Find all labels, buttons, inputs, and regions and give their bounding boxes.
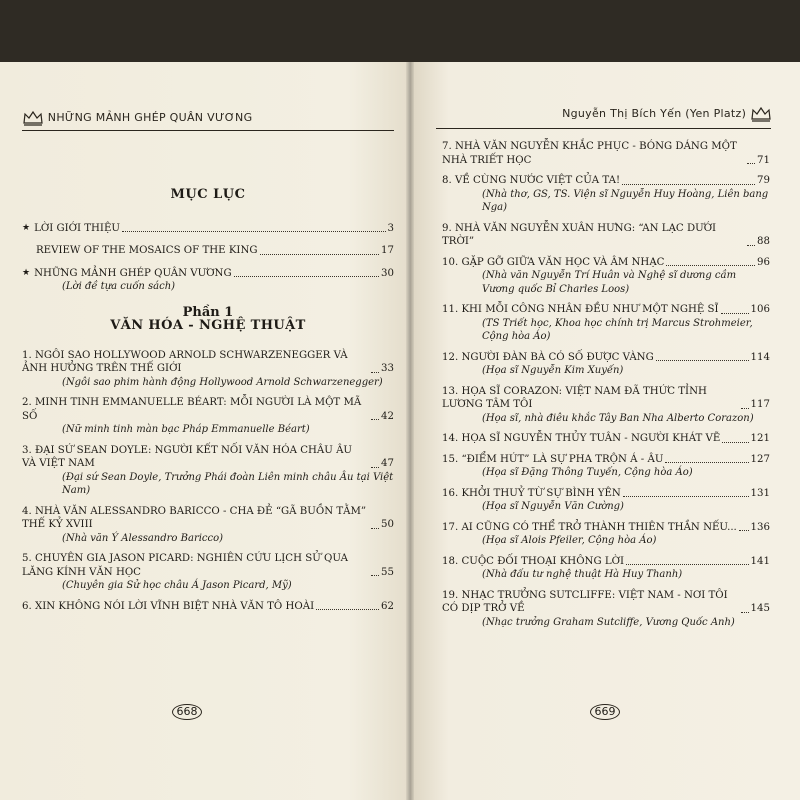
toc-entry-page: 131: [750, 487, 770, 499]
dot-leader: [371, 528, 379, 529]
crown-icon: [22, 110, 44, 126]
toc-entry: [22, 222, 394, 236]
right-running-head-text: Nguyễn Thị Bích Yến (Yen Platz): [562, 107, 747, 120]
toc-entry: [22, 505, 394, 546]
dot-leader: [665, 462, 748, 463]
toc-entry-line: [22, 244, 394, 258]
toc-entry-line: [442, 303, 770, 317]
right-page-number-value: 669: [590, 704, 620, 720]
toc-entry-line: [442, 385, 770, 412]
toc-entry: [442, 521, 770, 548]
star-icon: ★: [22, 267, 31, 278]
toc-entry-note: (Nhà văn Nguyễn Trí Huân và Nghệ sĩ dương cầm Vương quốc Bỉ Charles Loos): [482, 270, 737, 295]
toc-title: MỤC LỤC: [170, 187, 246, 202]
left-running-head: [22, 110, 252, 126]
dot-leader: [747, 245, 755, 246]
toc-entry-title: 15. “ĐIỂM HÚT” LÀ SỰ PHA TRỘN Á - ÂU: [442, 453, 664, 465]
part-title: VĂN HÓA - NGHỆ THUẬT: [110, 318, 306, 333]
toc-entry-title: 1. NGÔI SAO HOLLYWOOD ARNOLD SCHWARZENEGGER VÀ ẢNH HƯỞNG TRÊN THẾ GIỚI: [22, 349, 348, 374]
toc-entry-page: 106: [750, 304, 770, 315]
toc-entry: [442, 385, 770, 426]
dot-leader: [622, 184, 755, 185]
toc-entry-page: 42: [381, 410, 394, 422]
star-icon: ★: [22, 222, 31, 233]
toc-entry-line: [442, 222, 770, 249]
toc-entry-title: 6. XIN KHÔNG NÓI LỜI VĨNH BIỆT NHÀ VĂN TÔ HOÀI: [22, 600, 315, 612]
toc-entry-page: 50: [381, 519, 394, 530]
dot-leader: [722, 442, 748, 443]
front-matter-list: [22, 222, 394, 294]
toc-entry-line: [22, 505, 394, 532]
toc-entry-title: 7. NHÀ VĂN NGUYỄN KHẮC PHỤC - BÓNG DÁNG MỘT NHÀ TRIẾT HỌC: [442, 141, 737, 166]
left-toc: [22, 188, 394, 620]
toc-entry-line: [442, 432, 770, 446]
toc-entry-page: 136: [750, 521, 770, 533]
toc-entry-title: 4. NHÀ VĂN ALESSANDRO BARICCO - CHA ĐẺ “GÃ BUỒN TẰM” THẾ KỶ XVIII: [22, 505, 367, 530]
left-header-rule: [22, 130, 394, 131]
dot-leader: [741, 408, 749, 409]
toc-entry-note: (Chuyên gia Sử học châu Á Jason Picard, Mỹ): [62, 580, 292, 591]
toc-entry-line: [442, 453, 770, 467]
dot-leader: [371, 419, 379, 420]
left-page-number-value: 668: [172, 704, 202, 720]
toc-entry-note: (Nữ minh tinh màn bạc Pháp Emmanuelle Béart): [62, 424, 310, 435]
toc-entry-title: LỜI GIỚI THIỆU: [34, 222, 120, 234]
right-running-head: [562, 106, 772, 122]
toc-entry-page: 145: [750, 603, 770, 614]
toc-entry: [22, 396, 394, 437]
toc-entry-line: [22, 396, 394, 423]
toc-entry-line: [22, 222, 394, 236]
toc-entry-line: [442, 351, 770, 365]
dot-leader: [656, 360, 749, 361]
toc-entry: [442, 256, 770, 297]
toc-entry-title: 12. NGƯỜI ĐÀN BÀ CÓ SỐ ĐƯỢC VÀNG: [442, 351, 654, 363]
book-gutter: [406, 62, 414, 800]
dot-leader: [721, 313, 749, 314]
toc-entry-page: 71: [757, 154, 770, 166]
toc-entry-line: [442, 589, 770, 616]
toc-entry-list: [22, 349, 394, 614]
toc-entry: [442, 140, 770, 167]
toc-entry-page: 121: [750, 433, 770, 444]
toc-entry-note: (Nhạc trưởng Graham Sutcliffe, Vương Quốc Anh): [482, 616, 735, 628]
crown-icon: [750, 106, 772, 122]
toc-entry-page: 47: [381, 458, 394, 469]
toc-entry-line: [442, 256, 770, 270]
toc-entry-page: 55: [381, 566, 394, 578]
left-page-number: [172, 704, 202, 720]
toc-entry-title: 17. AI CŨNG CÓ THỂ TRỞ THÀNH THIÊN THẦN NẾU...: [442, 521, 737, 533]
toc-entry-page: 79: [757, 175, 770, 186]
right-header-rule: [436, 128, 771, 129]
toc-entry: [442, 589, 770, 630]
toc-entry-note: (Lời đề tựa cuốn sách): [62, 281, 176, 292]
toc-entry-page: 114: [750, 351, 770, 363]
dot-leader: [371, 467, 379, 468]
toc-entry-line: [442, 174, 770, 188]
toc-entry-title: REVIEW OF THE MOSAICS OF THE KING: [36, 245, 258, 256]
toc-entry-title: 16. KHỞI THUỶ TỪ SỰ BÌNH YÊN: [442, 487, 621, 499]
toc-entry-list: [442, 140, 770, 629]
dot-leader: [122, 231, 386, 232]
toc-entry-note: (Nhà văn Ý Alessandro Baricco): [62, 532, 224, 544]
toc-entry: [442, 555, 770, 582]
toc-entry: [22, 267, 394, 294]
dot-leader: [741, 612, 749, 613]
toc-entry-page: 30: [381, 267, 394, 279]
toc-entry: [22, 600, 394, 614]
toc-entry: [22, 349, 394, 390]
toc-entry-note: (Ngôi sao phim hành động Hollywood Arnold Schwarzenegger): [62, 376, 383, 388]
toc-entry-page: 88: [757, 236, 770, 247]
dot-leader: [316, 609, 379, 610]
toc-entry-note: (Họa sĩ Nguyễn Văn Cường): [482, 501, 624, 512]
toc-entry-line: [442, 140, 770, 167]
left-running-head-text: NHỮNG MẢNH GHÉP QUÂN VƯƠNG: [47, 111, 253, 124]
toc-entry-page: 141: [750, 555, 770, 567]
toc-entry-page: 127: [750, 453, 770, 465]
toc-entry-page: 3: [387, 222, 394, 234]
toc-entry: [442, 222, 770, 249]
toc-entry-title: 13. HỌA SĨ CORAZON: VIỆT NAM ĐÃ THỨC TỈNH LƯƠNG TÂM TÔI: [442, 385, 707, 410]
toc-entry-line: [22, 552, 394, 579]
dot-leader: [626, 564, 749, 565]
toc-entry-line: [22, 600, 394, 614]
toc-entry-page: 96: [757, 256, 770, 268]
toc-entry: [442, 453, 770, 480]
dot-leader: [371, 575, 379, 576]
toc-entry-line: [442, 555, 770, 569]
toc-entry: [442, 432, 770, 446]
toc-entry-title: 8. VỀ CÙNG NƯỚC VIỆT CỦA TA!: [442, 175, 621, 186]
part-label: Phần 1: [182, 304, 234, 320]
dot-leader: [371, 372, 379, 373]
toc-entry-note: (Nhà đấu tư nghệ thuật Hà Huy Thanh): [482, 569, 683, 580]
dot-leader: [623, 496, 749, 497]
toc-entry-note: (Họa sĩ Alois Pfeiler, Cộng hòa Áo): [482, 535, 657, 546]
toc-entry-title: 18. CUỘC ĐỐI THOẠI KHÔNG LỜI: [442, 555, 624, 567]
toc-entry-title: 5. CHUYÊN GIA JASON PICARD: NGHIÊN CỨU LỊCH SỬ QUA LĂNG KÍNH VĂN HỌC: [22, 553, 349, 578]
toc-entry-note: (Nhà thơ, GS, TS. Viện sĩ Nguyễn Huy Hoàng, Liên bang Nga): [482, 188, 769, 213]
toc-entry-line: [22, 267, 394, 281]
toc-entry: [442, 174, 770, 215]
toc-entry-line: [442, 487, 770, 501]
right-page-number: [590, 704, 620, 720]
toc-entry-title: 14. HỌA SĨ NGUYỄN THỦY TUÂN - NGƯỜI KHÁT VẼ: [442, 433, 721, 444]
toc-entry-line: [442, 521, 770, 535]
dot-leader: [666, 265, 755, 266]
dot-leader: [260, 254, 380, 255]
toc-entry-note: (Họa sĩ, nhà điêu khắc Tây Ban Nha Alberto Corazon): [482, 412, 754, 424]
toc-entry-note: (Họa sĩ Đặng Thông Tuyến, Cộng hòa Áo): [482, 467, 693, 478]
toc-entry-title: 3. ĐẠI SỨ SEAN DOYLE: NGƯỜI KẾT NỐI VĂN HÓA CHÂU ÂU VÀ VIỆT NAM: [22, 444, 353, 469]
toc-entry-note: (Đại sứ Sean Doyle, Trưởng Phái đoàn Liên minh châu Âu tại Việt Nam): [62, 471, 394, 496]
toc-entry-page: 117: [750, 399, 770, 410]
dot-leader: [739, 530, 749, 531]
toc-entry-page: 62: [381, 600, 394, 612]
toc-entry-title: 19. NHẠC TRƯỞNG SUTCLIFFE: VIỆT NAM - NƠI TÔI CÓ DỊP TRỞ VỀ: [442, 589, 728, 614]
toc-entry-note: (TS Triết học, Khoa học chính trị Marcus Strohmeier, Cộng hòa Áo): [482, 317, 753, 342]
toc-entry-page: 17: [381, 245, 394, 256]
toc-entry-line: [22, 444, 394, 471]
dot-leader: [747, 163, 755, 164]
toc-entry-line: [22, 349, 394, 376]
toc-entry: [22, 444, 394, 498]
part-heading: [22, 306, 394, 333]
toc-entry-title: 10. GẶP GỠ GIỮA VĂN HỌC VÀ ÂM NHẠC: [442, 256, 665, 268]
toc-entry-title: 2. MINH TINH EMMANUELLE BÉART: MỖI NGƯỜI LÀ MỘT MÃ SỐ: [22, 397, 362, 422]
toc-entry-title: NHỮNG MẢNH GHÉP QUÂN VƯƠNG: [34, 267, 232, 279]
toc-entry-title: 11. KHI MỖI CÔNG NHÂN ĐỀU NHƯ MỘT NGHỆ SĨ: [442, 304, 719, 315]
right-toc: [442, 140, 770, 636]
dot-leader: [234, 276, 379, 277]
toc-entry: [442, 487, 770, 514]
toc-entry: [442, 351, 770, 378]
toc-entry: [22, 552, 394, 593]
toc-entry-title: 9. NHÀ VĂN NGUYỄN XUÂN HƯNG: “AN LẠC DƯỚI TRỜI”: [442, 222, 717, 247]
toc-entry-page: 33: [381, 363, 394, 374]
toc-entry: [22, 244, 394, 258]
toc-entry-note: (Họa sĩ Nguyễn Kim Xuyến): [482, 365, 624, 376]
toc-entry: [442, 303, 770, 344]
